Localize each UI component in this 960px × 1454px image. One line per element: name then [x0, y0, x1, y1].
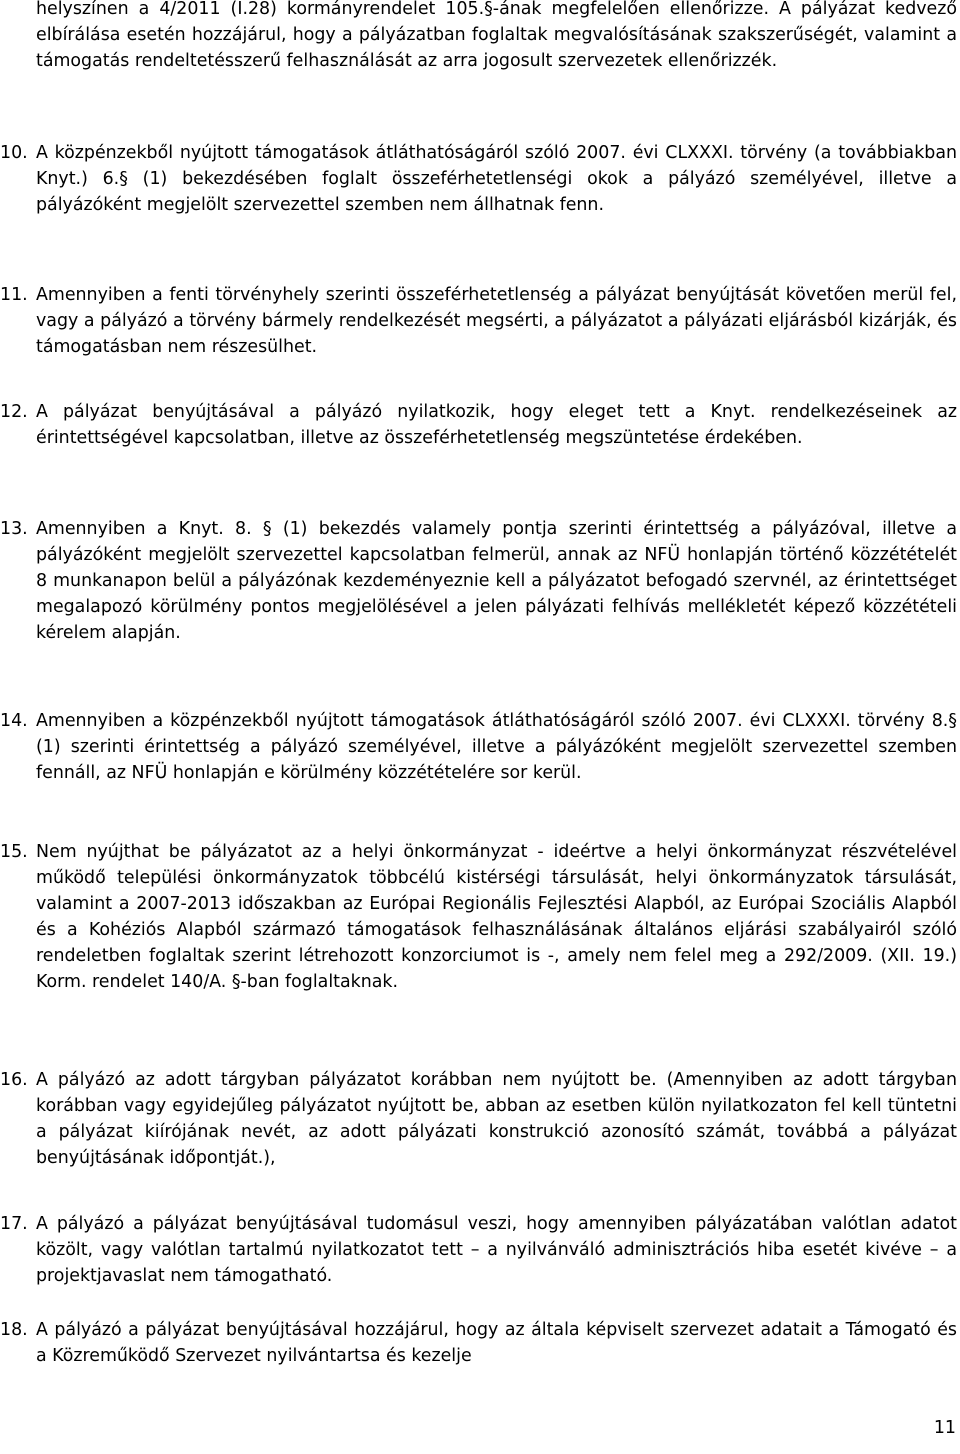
list-item-15: [0, 840, 957, 995]
item-text: A pályázó a pályázat benyújtásával hozzájárul, hogy az általa képviselt szervezet adatait a Támogató és a Közreműködő Szervezet nyilvántartsa és kezelje: [36, 1320, 957, 1366]
item-number: 15.: [0, 842, 28, 862]
list-item-11: [0, 283, 957, 361]
list-item-12: [0, 400, 957, 452]
item-text: A közpénzekből nyújtott támogatások átláthatóságáról szóló 2007. évi CLXXXI. törvény (a továbbiakban Knyt.) 6.§ (1) bekezdésében foglalt összeférhetetlenségi okok a pályázó személyével, illetve a pályázóként megjelölt szervezettel szemben nem állhatnak fenn.: [36, 143, 957, 215]
list-item-14: [0, 709, 957, 787]
item-number: 18.: [0, 1320, 28, 1340]
list-item-17: [0, 1212, 957, 1290]
item-text: A pályázó az adott tárgyban pályázatot korábban nem nyújtott be. (Amennyiben az adott tárgyban korábban vagy egyidejűleg pályázatot nyújtott be, abban az esetben külön nyilatkozaton fel kell tüntetni a pályázat kiírójának nevét, az adott pályázati konstrukció azonosító számát, továbbá a pályázat benyújtásának időpontját.),: [36, 1070, 957, 1168]
page-number: 11: [933, 1418, 956, 1438]
item-text: A pályázat benyújtásával a pályázó nyilatkozik, hogy eleget tett a Knyt. rendelkezéseinek az érintettségével kapcsolatban, illetve az összeférhetetlenség megszüntetése érdekében.: [36, 402, 957, 448]
list-item-18: [0, 1318, 957, 1370]
item-text: Nem nyújthat be pályázatot az a helyi önkormányzat - ideértve a helyi önkormányzat részvételével működő települési önkormányzatok többcélú kistérségi társulását, helyi önkormányzatok társulását, valamint a 2007-2013 időszakban az Európai Regionális Fejlesztési Alapból, az Európai Szociális Alapból és a Kohéziós Alapból származó támogatások felhasználásának általános eljárási szabályairól szóló rendeletben foglaltak szerint létrehozott konzorciumot is -, amely nem felel meg a 292/2009. (XII. 19.) Korm. rendelet 140/A. §-ban foglaltaknak.: [36, 842, 957, 992]
item-text: Amennyiben a közpénzekből nyújtott támogatások átláthatóságáról szóló 2007. évi CLXXXI. törvény 8.§ (1) szerinti érintettség a pályázó személyével, illetve a pályázóként megjelölt szervezettel szemben fennáll, az NFÜ honlapján e körülmény közzétételére sor kerül.: [36, 711, 957, 783]
item-number: 13.: [0, 519, 28, 539]
intro-paragraph: helyszínen a 4/2011 (I.28) kormányrendelet 105.§-ának megfelelően ellenőrizze. A pályázat kedvező elbírálása esetén hozzájárul, hogy a pályázatban foglaltak megvalósításának szakszerűségét, valamint a támogatás rendeltetésszerű felhasználását az arra jogosult szervezetek ellenőrizzék.: [36, 0, 957, 71]
list-item-10: [0, 141, 957, 219]
item-number: 17.: [0, 1214, 28, 1234]
item-text: Amennyiben a Knyt. 8. § (1) bekezdés valamely pontja szerinti érintettség a pályázóval, illetve a pályázóként megjelölt szervezettel kapcsolatban felmerül, annak az NFÜ honlapján történő közzétételét 8 munkanapon belül a pályázónak kezdeményeznie kell a pályázatot befogadó szervnél, az érintettséget megalapozó körülmény pontos megjelölésével a jelen pályázati felhívás mellékletét képező közzétételi kérelem alapján.: [36, 519, 957, 643]
list-item-16: [0, 1068, 957, 1172]
list-item-13: [0, 517, 957, 647]
item-number: 10.: [0, 143, 28, 163]
item-number: 11.: [0, 285, 28, 305]
item-text: A pályázó a pályázat benyújtásával tudomásul veszi, hogy amennyiben pályázatában valótlan adatot közölt, vagy valótlan tartalmú nyilatkozatot tett – a nyilvánváló adminisztrációs hiba esetét kivéve – a projektjavaslat nem támogatható.: [36, 1214, 957, 1286]
item-number: 16.: [0, 1070, 28, 1090]
item-text: Amennyiben a fenti törvényhely szerinti összeférhetetlenség a pályázat benyújtását követően merül fel, vagy a pályázó a törvény bármely rendelkezését megsérti, a pályázatot a pályázati eljárásból kizárják, és támogatásban nem részesülhet.: [36, 285, 957, 357]
item-number: 12.: [0, 402, 28, 422]
item-number: 14.: [0, 711, 28, 731]
